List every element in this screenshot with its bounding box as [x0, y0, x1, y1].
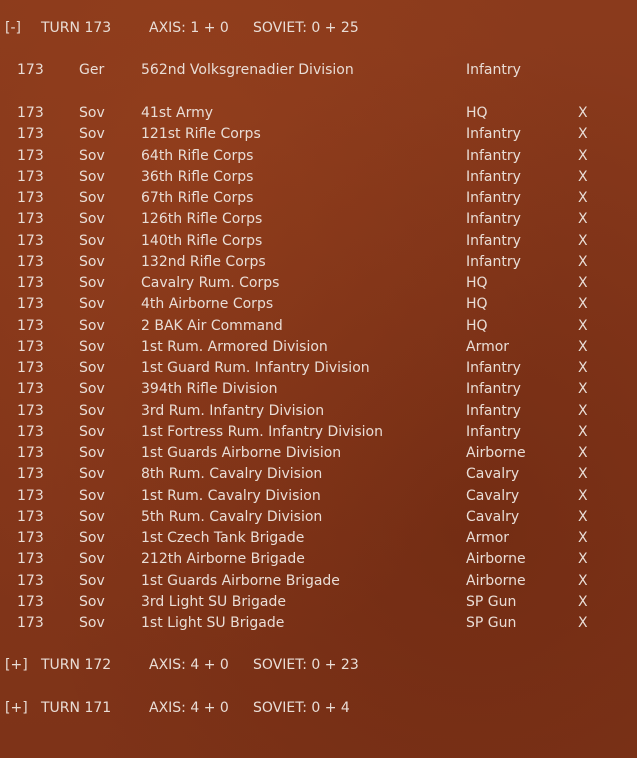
table-row [0, 464, 637, 485]
row-unit-type: HQ [466, 296, 488, 313]
row-unit-name: 64th Rifle Corps [141, 147, 254, 164]
row-unit-name: 2 BAK Air Command [141, 317, 283, 334]
row-unit-name: 1st Light SU Brigade [141, 615, 285, 631]
row-unit-name: 3rd Light SU Brigade [141, 593, 286, 610]
row-turn: 173 [17, 445, 44, 461]
turn-label: TURN 173 [41, 20, 112, 36]
row-mark: X [578, 168, 588, 185]
row-mark: X [578, 317, 588, 334]
row-unit-type: Infantry [466, 402, 521, 419]
turn-172-header[interactable] [0, 654, 637, 676]
table-row [0, 167, 637, 188]
row-side: Sov [79, 317, 105, 334]
row-side: Sov [79, 466, 105, 483]
row-side: Sov [79, 530, 105, 546]
row-turn: 173 [17, 126, 44, 143]
row-unit-type: Airborne [466, 551, 526, 568]
row-mark: X [578, 275, 588, 291]
turn-171-header[interactable] [0, 697, 637, 719]
row-side: Sov [79, 147, 105, 164]
row-unit-name: 1st Fortress Rum. Infantry Division [141, 423, 383, 440]
table-row [0, 422, 637, 443]
row-side: Sov [79, 402, 105, 419]
table-row [0, 486, 637, 507]
row-turn: 173 [17, 168, 44, 185]
row-side: Sov [79, 381, 105, 398]
row-unit-type: Cavalry [466, 466, 520, 483]
row-unit-type: Infantry [466, 423, 521, 440]
row-unit-type: Infantry [466, 168, 521, 185]
row-unit-name: 1st Guards Airborne Division [141, 445, 342, 461]
row-unit-type: SP Gun [466, 615, 517, 631]
table-row [0, 60, 637, 81]
row-unit-name: 212th Airborne Brigade [141, 551, 305, 568]
row-turn: 173 [17, 508, 44, 525]
row-side: Sov [79, 105, 105, 121]
table-row [0, 507, 637, 528]
row-side: Sov [79, 615, 105, 631]
row-unit-name: 140th Rifle Corps [141, 232, 263, 249]
row-unit-type: Infantry [466, 381, 521, 398]
row-turn: 173 [17, 381, 44, 398]
row-turn: 173 [17, 232, 44, 249]
row-side: Sov [79, 423, 105, 440]
table-row [0, 401, 637, 422]
row-unit-name: 1st Rum. Armored Division [141, 338, 328, 355]
table-row [0, 443, 637, 464]
row-unit-type: Infantry [466, 126, 521, 143]
row-mark: X [578, 360, 588, 376]
row-side: Sov [79, 296, 105, 313]
row-mark: X [578, 593, 588, 610]
expand-toggle[interactable]: [+] [5, 700, 28, 716]
row-side: Ger [79, 62, 105, 78]
row-unit-type: Infantry [466, 190, 521, 206]
table-row [0, 273, 637, 294]
soviet-score: SOVIET: 0 + 4 [253, 700, 350, 716]
turn-173-header[interactable] [0, 17, 637, 39]
row-unit-name: 1st Rum. Cavalry Division [141, 487, 321, 504]
row-mark: X [578, 402, 588, 419]
table-row [0, 294, 637, 315]
row-side: Sov [79, 211, 105, 228]
row-mark: X [578, 466, 588, 483]
row-side: Sov [79, 190, 105, 206]
row-mark: X [578, 105, 588, 121]
row-unit-type: Infantry [466, 232, 521, 249]
row-unit-type: Armor [466, 530, 510, 546]
row-unit-type: Armor [466, 338, 510, 355]
row-mark: X [578, 530, 588, 546]
row-turn: 173 [17, 190, 44, 206]
table-row [0, 103, 637, 124]
row-turn: 173 [17, 615, 44, 631]
soviet-score: SOVIET: 0 + 25 [253, 20, 359, 36]
row-unit-type: Airborne [466, 572, 526, 589]
table-row [0, 209, 637, 230]
row-unit-name: 41st Army [141, 105, 214, 121]
row-unit-type: Infantry [466, 360, 521, 376]
row-mark: X [578, 572, 588, 589]
row-mark: X [578, 232, 588, 249]
row-side: Sov [79, 551, 105, 568]
row-turn: 173 [17, 338, 44, 355]
table-row [0, 252, 637, 273]
row-side: Sov [79, 253, 105, 270]
table-row [0, 188, 637, 209]
row-mark: X [578, 423, 588, 440]
row-turn: 173 [17, 551, 44, 568]
row-turn: 173 [17, 211, 44, 228]
row-mark: X [578, 147, 588, 164]
row-turn: 173 [17, 423, 44, 440]
soviet-score: SOVIET: 0 + 23 [253, 657, 359, 673]
table-row [0, 379, 637, 400]
row-mark: X [578, 615, 588, 631]
row-unit-type: Airborne [466, 445, 526, 461]
row-unit-name: 1st Guards Airborne Brigade [141, 572, 340, 589]
row-turn: 173 [17, 593, 44, 610]
turn-label: TURN 171 [41, 700, 112, 716]
row-unit-name: 562nd Volksgrenadier Division [141, 62, 354, 78]
row-mark: X [578, 381, 588, 398]
row-turn: 173 [17, 275, 44, 291]
row-turn: 173 [17, 317, 44, 334]
row-unit-type: HQ [466, 105, 488, 121]
row-turn: 173 [17, 530, 44, 546]
row-unit-type: Infantry [466, 211, 521, 228]
row-unit-name: 4th Airborne Corps [141, 296, 274, 313]
row-mark: X [578, 190, 588, 206]
row-mark: X [578, 338, 588, 355]
table-row [0, 146, 637, 167]
row-unit-name: 132nd Rifle Corps [141, 253, 266, 270]
row-side: Sov [79, 445, 105, 461]
row-unit-name: 3rd Rum. Infantry Division [141, 402, 325, 419]
row-unit-type: Infantry [466, 62, 521, 78]
table-row [0, 337, 637, 358]
row-unit-type: Infantry [466, 253, 521, 270]
table-row [0, 528, 637, 549]
row-turn: 173 [17, 62, 44, 78]
row-unit-name: 394th Rifle Division [141, 381, 278, 398]
row-turn: 173 [17, 466, 44, 483]
row-unit-name: 67th Rifle Corps [141, 190, 254, 206]
row-mark: X [578, 126, 588, 143]
table-row [0, 613, 637, 634]
row-side: Sov [79, 168, 105, 185]
row-unit-name: 126th Rifle Corps [141, 211, 263, 228]
table-row [0, 549, 637, 570]
row-side: Sov [79, 487, 105, 504]
row-turn: 173 [17, 296, 44, 313]
table-row [0, 592, 637, 613]
row-unit-name: 5th Rum. Cavalry Division [141, 508, 323, 525]
row-unit-type: HQ [466, 317, 488, 334]
row-unit-name: Cavalry Rum. Corps [141, 275, 280, 291]
axis-score: AXIS: 1 + 0 [149, 20, 229, 36]
table-row [0, 571, 637, 592]
row-turn: 173 [17, 147, 44, 164]
row-mark: X [578, 508, 588, 525]
row-side: Sov [79, 338, 105, 355]
row-mark: X [578, 211, 588, 228]
row-turn: 173 [17, 572, 44, 589]
row-mark: X [578, 551, 588, 568]
row-unit-type: SP Gun [466, 593, 517, 610]
collapse-toggle[interactable]: [-] [5, 20, 21, 36]
row-side: Sov [79, 275, 105, 291]
expand-toggle[interactable]: [+] [5, 657, 28, 673]
turn-label: TURN 172 [41, 657, 112, 673]
row-unit-name: 8th Rum. Cavalry Division [141, 466, 323, 483]
row-turn: 173 [17, 487, 44, 504]
row-mark: X [578, 296, 588, 313]
row-unit-type: HQ [466, 275, 488, 291]
axis-score: AXIS: 4 + 0 [149, 700, 229, 716]
table-row [0, 358, 637, 379]
row-turn: 173 [17, 360, 44, 376]
row-unit-name: 1st Czech Tank Brigade [141, 530, 305, 546]
row-side: Sov [79, 508, 105, 525]
row-turn: 173 [17, 402, 44, 419]
row-unit-type: Cavalry [466, 508, 520, 525]
row-mark: X [578, 487, 588, 504]
row-turn: 173 [17, 105, 44, 121]
table-row [0, 316, 637, 337]
row-side: Sov [79, 232, 105, 249]
row-side: Sov [79, 593, 105, 610]
row-unit-name: 1st Guard Rum. Infantry Division [141, 360, 370, 376]
row-side: Sov [79, 126, 105, 143]
row-mark: X [578, 445, 588, 461]
row-side: Sov [79, 572, 105, 589]
row-turn: 173 [17, 253, 44, 270]
row-unit-name: 36th Rifle Corps [141, 168, 254, 185]
row-unit-name: 121st Rifle Corps [141, 126, 261, 143]
row-side: Sov [79, 360, 105, 376]
row-unit-type: Infantry [466, 147, 521, 164]
row-mark: X [578, 253, 588, 270]
axis-score: AXIS: 4 + 0 [149, 657, 229, 673]
table-row [0, 231, 637, 252]
table-row [0, 124, 637, 145]
row-unit-type: Cavalry [466, 487, 520, 504]
